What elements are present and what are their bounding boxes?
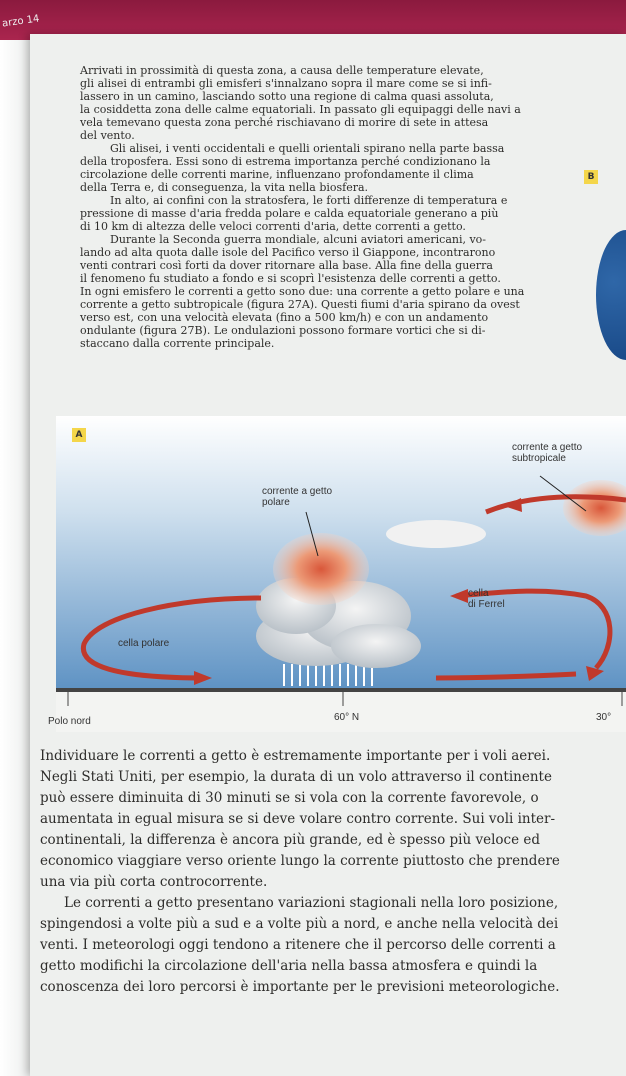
text-line: continentali, la differenza è ancora più grande, ed è spesso più veloce ed — [40, 832, 541, 848]
text-line: aumentata in egual misura se si deve volare contro corrente. Sui voli inter- — [40, 811, 556, 827]
text-line: ondulante (figura 27B). Le ondulazioni possono formare vortici che si di- — [80, 324, 486, 337]
text-line: Arrivati in prossimità di questa zona, a causa delle temperature elevate, — [80, 64, 484, 77]
jet-stream-figure — [48, 416, 626, 732]
text-line: la cosiddetta zona delle calme equatoriali. In passato gli equipaggi delle navi a — [80, 103, 521, 116]
text-line: conoscenza dei loro percorsi è importante per le previsioni meteorologiche. — [40, 979, 560, 995]
text-line: della troposfera. Essi sono di estrema importanza perché condizionano la — [80, 155, 491, 168]
text-line: di 10 km di altezza delle veloci correnti d'aria, dette correnti a getto. — [80, 220, 466, 233]
text-line: una via più corta controcorrente. — [40, 874, 268, 890]
text-line: staccano dalla corrente principale. — [80, 337, 275, 350]
ferrel-cell-label: cella di Ferrel — [468, 588, 505, 610]
text-line: venti. I meteorologi oggi tendono a ritenere che il percorso delle correnti a — [40, 937, 556, 953]
text-line: Individuare le correnti a getto è estremamente importante per i voli aerei. — [40, 748, 551, 764]
text-line: lassero in un camino, lasciando sotto una regione di calma quasi assoluta, — [80, 90, 494, 103]
text-line: della Terra e, di conseguenza, la vita nella biosfera. — [80, 181, 369, 194]
text-line: gli alisei di entrambi gli emisferi s'innalzano sopra il mare come se si infi- — [80, 77, 492, 90]
polar-cell-label: cella polare — [118, 638, 170, 649]
text-line: In alto, ai confini con la stratosfera, le forti differenze di temperatura e — [110, 194, 508, 207]
figure-a-label: A — [72, 428, 86, 442]
text-line: economico viaggiare verso oriente lungo la corrente piuttosto che prendere — [40, 853, 560, 869]
text-line: verso est, con una velocità elevata (fino a 500 km/h) e con un andamento — [80, 311, 489, 324]
latitude-60-label: 60° N — [334, 712, 360, 723]
margin-note: arzo 14 — [1, 13, 41, 30]
subtropical-jet-label: corrente a getto subtropicale — [512, 442, 583, 464]
text-line: Durante la Seconda guerra mondiale, alcuni aviatori americani, vo- — [110, 233, 487, 246]
text-line: getto modifichi la circolazione dell'aria nella bassa atmosfera e quindi la — [40, 958, 538, 974]
text-line: Negli Stati Uniti, per esempio, la durata di un volo attraverso il continente — [40, 769, 552, 785]
pole-label: Polo nord — [48, 716, 91, 727]
text-line: In ogni emisfero le correnti a getto sono due: una corrente a getto polare e una — [80, 285, 525, 298]
text-line: spingendosi a volte più a sud e a volte più a nord, e anche nella velocità dei — [40, 916, 559, 932]
text-line: Gli alisei, i venti occidentali e quelli orientali spirano nella parte bassa — [110, 142, 505, 155]
text-line: del vento. — [80, 129, 135, 142]
bottom-paragraphs — [40, 746, 625, 998]
ground-line — [56, 688, 626, 692]
text-line: vela temevano questa zona perché rischiavano di morire di sete in attesa — [80, 116, 489, 129]
text-line: pressione di masse d'aria fredda polare e calda equatoriale generano a più — [80, 207, 499, 220]
figure-b-label: B — [584, 170, 598, 184]
text-line: corrente a getto subtropicale (figura 27A). Questi fiumi d'aria spirano da ovest — [80, 298, 520, 311]
latitude-30-label: 30° — [596, 712, 612, 723]
text-line: il fenomeno fu studiato a fondo e si scoprì l'esistenza delle correnti a getto. — [80, 272, 501, 285]
text-line: venti contrari così forti da dover ritornare alla base. Alla fine della guerra — [80, 259, 493, 272]
polar-jet-label: corrente a getto polare — [262, 486, 333, 508]
top-paragraphs — [80, 64, 580, 350]
text-line: circolazione delle correnti marine, influenzano profondamente il clima — [80, 168, 474, 181]
text-line: Le correnti a getto presentano variazioni stagionali nella loro posizione, — [64, 895, 559, 911]
text-line: lando ad alta quota dalle isole del Pacifico verso il Giappone, incontrarono — [80, 246, 496, 259]
polar-jet-core — [273, 533, 369, 605]
text-line: può essere diminuita di 30 minuti se si vola con la corrente favorevole, o — [40, 790, 539, 806]
